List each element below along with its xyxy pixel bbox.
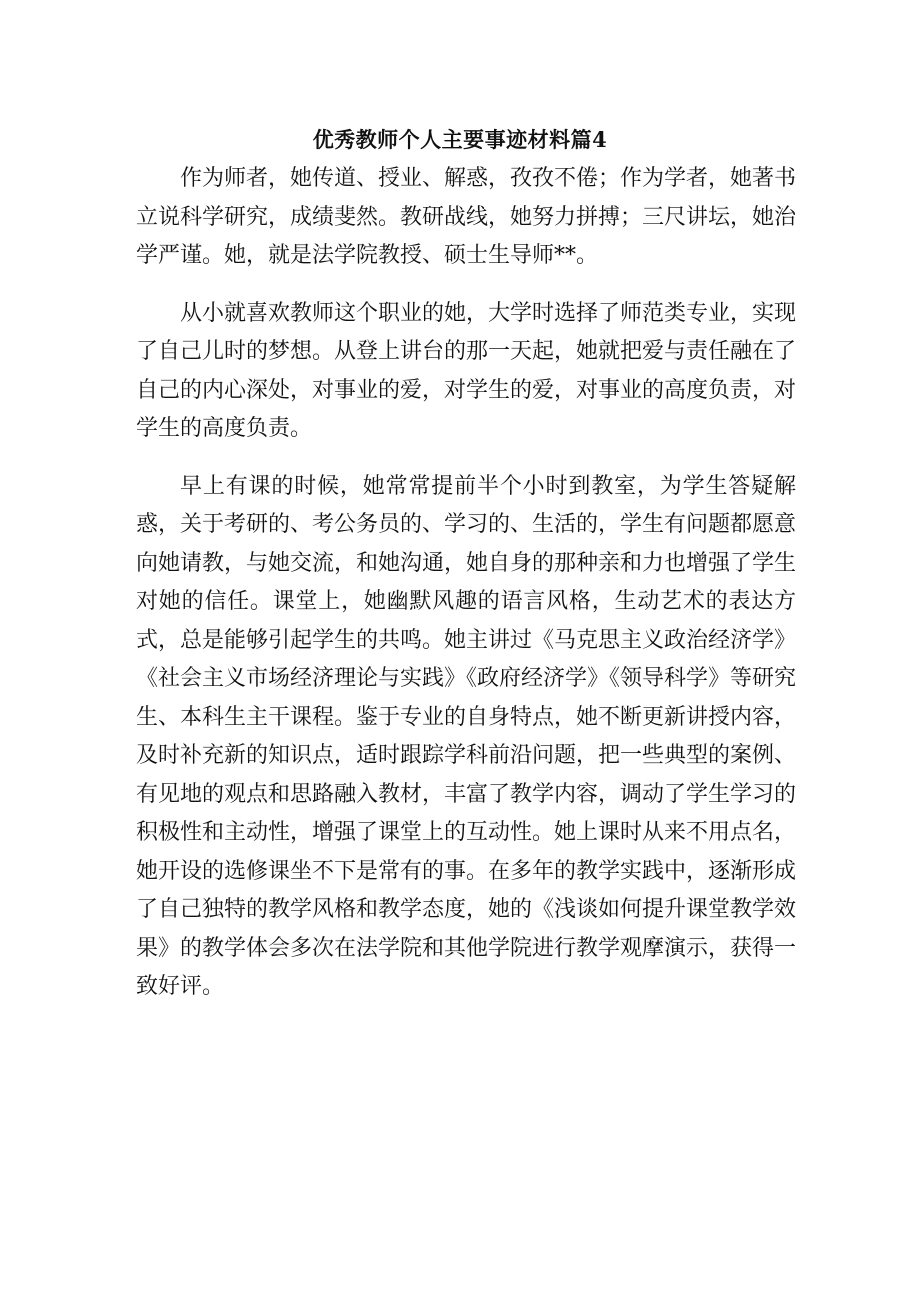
document-body: [136, 160, 796, 1007]
paragraph-2: 从小就喜欢教师这个职业的她，大学时选择了师范类专业，实现了自己儿时的梦想。从登上讲台的那一天起，她就把爱与责任融在了自己的内心深处，对事业的爱，对学生的爱，对事业的高度负责，对学生的高度负责。: [136, 300, 797, 441]
document-title: 优秀教师个人主要事迹材料篇4: [312, 127, 608, 152]
paragraph-1: 作为师者，她传道、授业、解惑，孜孜不倦；作为学者，她著书立说科学研究，成绩斐然。教研战线，她努力拼搏；三尺讲坛，她治学严谨。她，就是法学院教授、硕士生导师**。: [136, 166, 797, 268]
paragraph-3: 早上有课的时候，她常常提前半个小时到教室，为学生答疑解惑，关于考研的、考公务员的、学习的、生活的，学生有问题都愿意向她请教，与她交流，和她沟通，她自身的那种亲和力也增强了学生对她的信任。课堂上，她幽默风趣的语言风格，生动艺术的表达方式，总是能够引起学生的共鸣。她主讲过《马克思主义政治经济学》《社会主义市场经济理论与实践》《政府经济学》《领导科学》等研究生、本科生主干课程。鉴于专业的自身特点，她不断更新讲授内容，及时补充新的知识点，适时跟踪学科前沿问题，把一些典型的案例、有见地的观点和思路融入教材，丰富了教学内容，调动了学生学习的积极性和主动性，增强了课堂上的互动性。她上课时从来不用点名，她开设的选修课坐不下是常有的事。在多年的教学实践中，逐渐形成了自己独特的教学风格和教学态度，她的《浅谈如何提升课堂教学效果》的教学体会多次在法学院和其他学院进行教学观摩演示，获得一致好评。: [136, 473, 797, 999]
